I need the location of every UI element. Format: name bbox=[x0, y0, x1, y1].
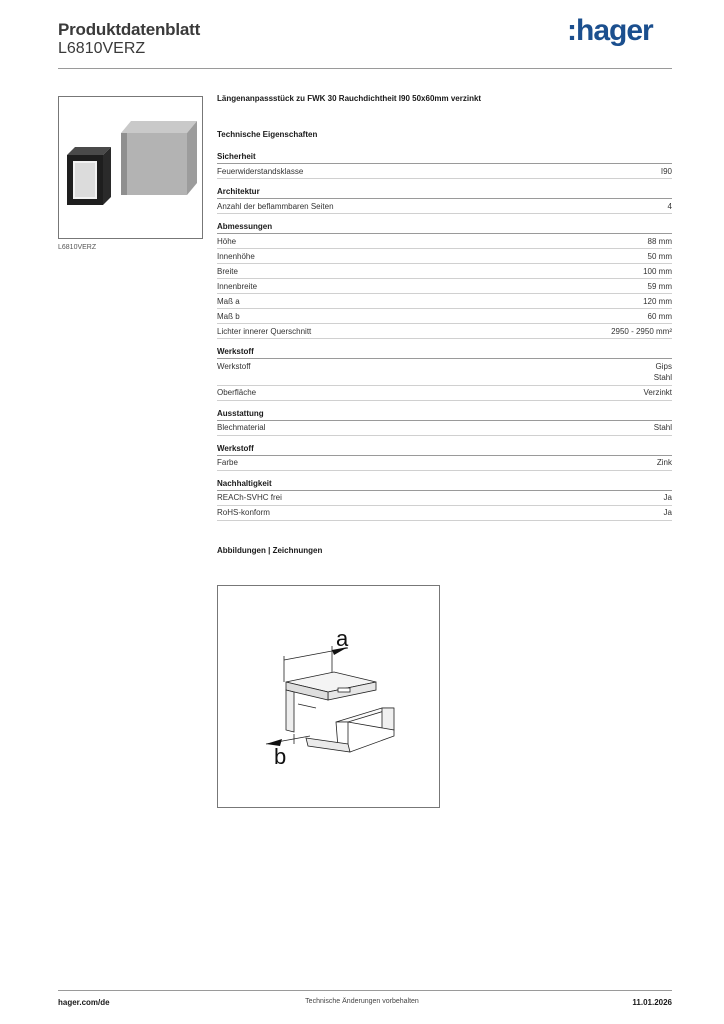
spec-row bbox=[217, 386, 672, 401]
spec-value bbox=[664, 507, 672, 519]
footer-website[interactable]: hager.com/de bbox=[58, 998, 110, 1007]
label-a: a bbox=[336, 626, 349, 651]
spec-value bbox=[648, 251, 672, 263]
spec-value-line: Verzinkt bbox=[643, 388, 672, 397]
spec-label: Feuerwiderstandsklasse bbox=[217, 166, 304, 176]
spec-row bbox=[217, 279, 672, 294]
spec-label: Anzahl der beflammbaren Seiten bbox=[217, 201, 334, 211]
spec-row bbox=[217, 249, 672, 264]
spec-value bbox=[648, 281, 672, 293]
spec-row bbox=[217, 234, 672, 249]
hager-logo: :hager bbox=[567, 14, 653, 47]
spec-row bbox=[217, 309, 672, 324]
spec-label: Innenbreite bbox=[217, 281, 258, 291]
spec-label: Innenhöhe bbox=[217, 251, 255, 261]
spec-row bbox=[217, 491, 672, 506]
section-heading: Ausstattung bbox=[217, 408, 672, 421]
spec-value-line: Stahl bbox=[653, 423, 672, 432]
spec-value-line: Ja bbox=[663, 493, 672, 502]
spec-value-line: Zink bbox=[656, 458, 672, 467]
product-photo-caption: L6810VERZ bbox=[58, 244, 97, 251]
spec-row bbox=[217, 421, 672, 436]
spec-value bbox=[644, 387, 672, 399]
spec-row bbox=[217, 199, 672, 214]
spec-row bbox=[217, 359, 672, 386]
spec-value bbox=[648, 311, 672, 323]
section-heading: Architektur bbox=[217, 186, 672, 199]
spec-value bbox=[668, 201, 672, 213]
product-sku: L6810VERZ bbox=[58, 40, 146, 57]
spec-label: Höhe bbox=[217, 236, 237, 246]
spec-column bbox=[217, 93, 672, 557]
spec-row bbox=[217, 456, 672, 471]
spec-row bbox=[217, 294, 672, 309]
spec-label: RoHS-konform bbox=[217, 508, 270, 517]
spec-value-line: 88 mm bbox=[647, 236, 672, 246]
section-heading: Abmessungen bbox=[217, 221, 672, 234]
spec-value-line: I90 bbox=[660, 166, 672, 176]
spec-label: Maß b bbox=[217, 311, 240, 321]
spec-value bbox=[664, 492, 672, 504]
spec-value-line: Ja bbox=[663, 508, 672, 517]
spec-value bbox=[654, 361, 672, 384]
label-b: b bbox=[274, 744, 287, 769]
spec-value bbox=[643, 266, 672, 278]
spec-value-line: 100 mm bbox=[643, 266, 672, 276]
spec-value-line: Stahl bbox=[653, 373, 672, 382]
dimension-drawing bbox=[217, 585, 440, 808]
spec-label: Blechmaterial bbox=[217, 423, 266, 432]
spec-value-line: Gips bbox=[655, 361, 672, 371]
spec-value-line: 2950 - 2950 mm² bbox=[611, 326, 672, 336]
spec-value bbox=[654, 422, 672, 434]
spec-label: Oberfläche bbox=[217, 388, 257, 397]
spec-value-line: 50 mm bbox=[647, 251, 672, 261]
section-heading: Sicherheit bbox=[217, 151, 672, 164]
spec-value-line: 59 mm bbox=[647, 281, 672, 291]
spec-label: Werkstoff bbox=[217, 361, 251, 371]
spec-value bbox=[643, 296, 672, 308]
spec-value bbox=[648, 236, 672, 248]
spec-label: Maß a bbox=[217, 296, 240, 306]
document-title: Produktdatenblatt bbox=[58, 20, 201, 39]
spec-label: Farbe bbox=[217, 458, 238, 467]
spec-label: REACh-SVHC frei bbox=[217, 493, 282, 502]
footer-disclaimer: Technische Änderungen vorbehalten bbox=[305, 998, 419, 1005]
spec-row bbox=[217, 506, 672, 521]
spec-row bbox=[217, 264, 672, 279]
spec-label: Breite bbox=[217, 266, 238, 276]
product-photo bbox=[58, 96, 203, 239]
spec-value-line: 60 mm bbox=[647, 311, 672, 321]
tech-properties-heading: Technische Eigenschaften bbox=[217, 130, 318, 139]
header-divider bbox=[58, 68, 672, 69]
section-heading: Nachhaltigkeit bbox=[217, 478, 672, 491]
spec-value-line: 4 bbox=[667, 201, 672, 211]
spec-value bbox=[657, 457, 672, 469]
spec-sections bbox=[217, 151, 672, 521]
footer-divider bbox=[58, 990, 672, 991]
spec-row bbox=[217, 164, 672, 179]
footer-date: 11.01.2026 bbox=[632, 998, 672, 1007]
section-heading: Werkstoff bbox=[217, 443, 672, 456]
product-name: Längenanpassstück zu FWK 30 Rauchdichtheit I90 50x60mm verzinkt bbox=[217, 94, 482, 103]
spec-value bbox=[661, 166, 672, 178]
spec-value-line: 120 mm bbox=[643, 296, 672, 306]
spec-row bbox=[217, 324, 672, 339]
figures-heading: Abbildungen | Zeichnungen bbox=[217, 545, 323, 555]
spec-value bbox=[611, 326, 672, 338]
spec-label: Lichter innerer Querschnitt bbox=[217, 326, 312, 336]
section-heading: Werkstoff bbox=[217, 346, 672, 359]
